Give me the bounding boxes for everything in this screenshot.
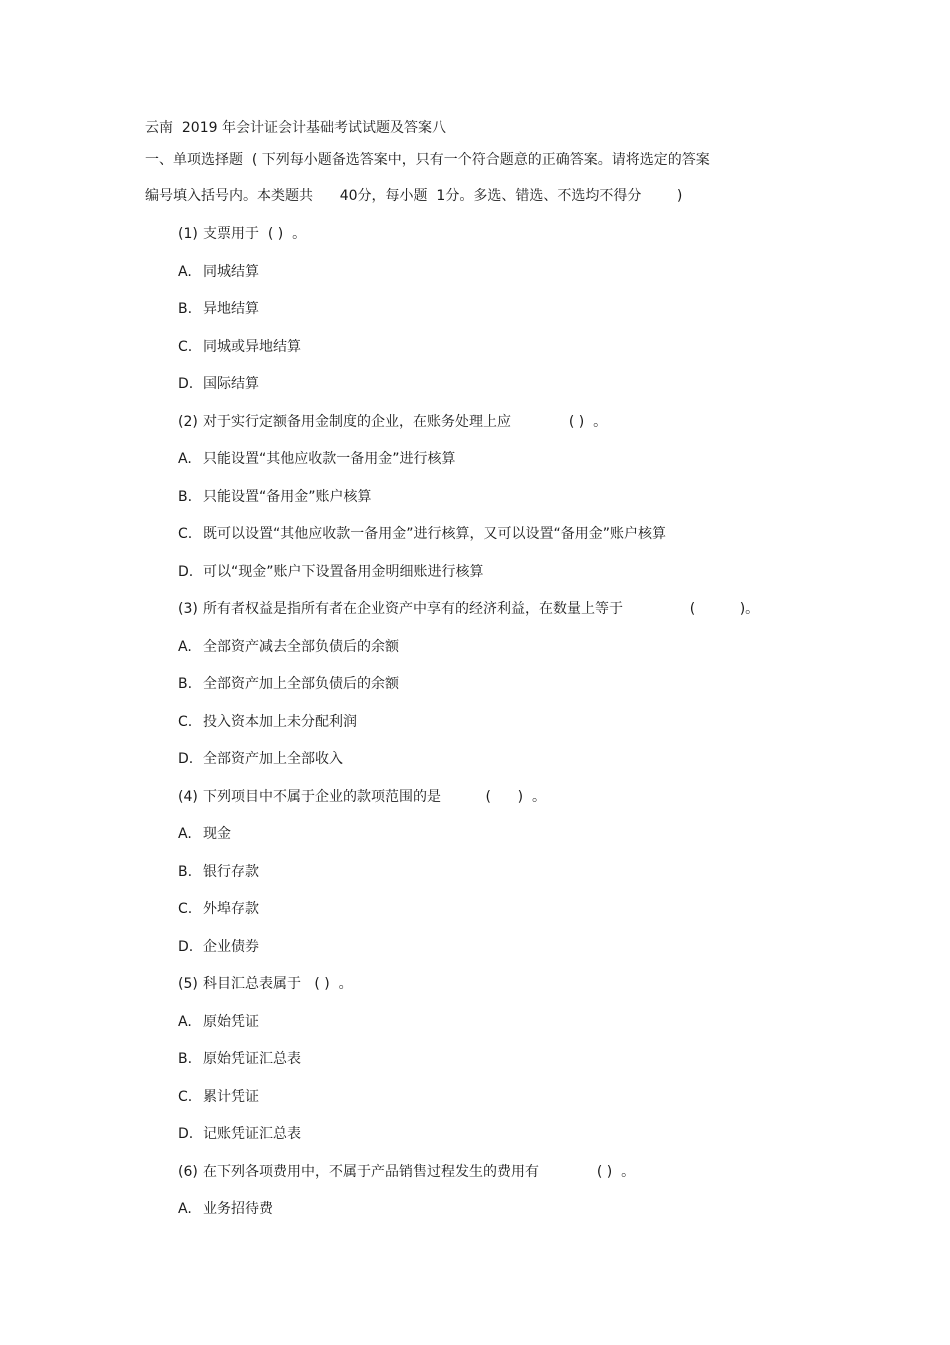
option-letter: C. [178,901,193,917]
option-letter: D. [178,751,194,767]
option-row [178,375,898,413]
option-letter: C. [178,526,193,542]
option-text: 国际结算 [203,376,259,392]
question-stem [178,788,898,826]
option-row [178,938,898,976]
option-row [178,863,898,901]
option-text: 累计凭证 [203,1088,259,1105]
option-text: 业务招待费 [203,1201,273,1217]
option-letter: C. [178,713,193,730]
question-stem [178,225,898,263]
question-stem [178,1163,898,1201]
question-list [178,225,898,1238]
option-text: 原始凭证汇总表 [203,1051,301,1067]
option-text: 同城结算 [203,263,259,280]
option-row [178,338,898,376]
question-number: (2) [178,413,198,430]
option-letter: B. [178,863,193,880]
option-row [178,825,898,863]
question-number: (4) [178,788,198,805]
section-intro-line-2: 编号填入括号内。本类题共 40分，每小题 1分。多选、错选、不选均不得分 ) [145,188,683,204]
option-row [178,488,898,526]
option-row [178,300,898,338]
option-text: 原始凭证 [203,1013,259,1030]
option-text: 记账凭证汇总表 [203,1126,301,1142]
option-text: 只能设置“其他应收款一备用金”进行核算 [203,451,456,467]
question-stem [178,600,898,638]
option-row [178,638,898,676]
question-number: (6) [178,1163,198,1180]
option-row [178,263,898,301]
option-letter: A. [178,638,192,655]
question-text: 所有者权益是指所有者在企业资产中享有的经济利益，在数量上等于 ( )。 [203,601,760,617]
option-row [178,563,898,601]
option-row [178,675,898,713]
option-row [178,1200,898,1238]
option-text: 只能设置“备用金”账户核算 [203,488,372,505]
option-letter: A. [178,451,192,467]
option-row [178,1013,898,1051]
option-text: 既可以设置“其他应收款一备用金”进行核算，又可以设置“备用金”账户核算 [203,526,667,542]
question-number: (5) [178,976,198,992]
option-row [178,525,898,563]
option-text: 全部资产减去全部负债后的余额 [203,638,399,655]
question-stem [178,413,898,451]
option-letter: B. [178,1051,193,1067]
option-row [178,900,898,938]
option-letter: A. [178,1201,192,1217]
option-letter: D. [178,1126,194,1142]
option-text: 外埠存款 [203,901,259,917]
option-letter: D. [178,563,194,580]
question-number: (3) [178,601,198,617]
question-text: 下列项目中不属于企业的款项范围的是 ( ) 。 [203,788,547,805]
option-letter: C. [178,338,193,355]
option-text: 现金 [203,826,231,842]
option-text: 银行存款 [203,863,259,880]
question-text: 对于实行定额备用金制度的企业，在账务处理上应 ( ) 。 [203,413,608,430]
option-letter: B. [178,301,193,317]
option-text: 可以“现金”账户下设置备用金明细账进行核算 [203,563,484,580]
option-row [178,750,898,788]
option-row [178,1088,898,1126]
option-text: 全部资产加上全部负债后的余额 [203,676,399,692]
option-row [178,1050,898,1088]
option-letter: D. [178,938,194,955]
question-text: 支票用于 ( ) 。 [203,226,307,242]
option-text: 全部资产加上全部收入 [203,751,343,767]
option-letter: B. [178,676,193,692]
option-letter: B. [178,488,193,505]
option-letter: D. [178,376,194,392]
option-letter: A. [178,263,192,280]
option-letter: A. [178,1013,192,1030]
question-text: 科目汇总表属于 ( ) 。 [203,976,353,992]
option-text: 企业债券 [203,938,259,955]
option-letter: A. [178,826,192,842]
document-title: 云南 2019 年会计证会计基础考试试题及答案八 [145,120,446,136]
option-row [178,1125,898,1163]
option-text: 异地结算 [203,301,259,317]
question-number: (1) [178,226,198,242]
option-letter: C. [178,1088,193,1105]
option-text: 投入资本加上未分配利润 [203,713,357,730]
question-text: 在下列各项费用中，不属于产品销售过程发生的费用有 ( ) 。 [203,1163,636,1180]
question-stem [178,975,898,1013]
option-row [178,450,898,488]
option-row [178,713,898,751]
option-text: 同城或异地结算 [203,338,301,355]
section-intro-line-1: 一、单项选择题 ( 下列每小题备选答案中，只有一个符合题意的正确答案。请将选定的答案 [145,152,710,168]
